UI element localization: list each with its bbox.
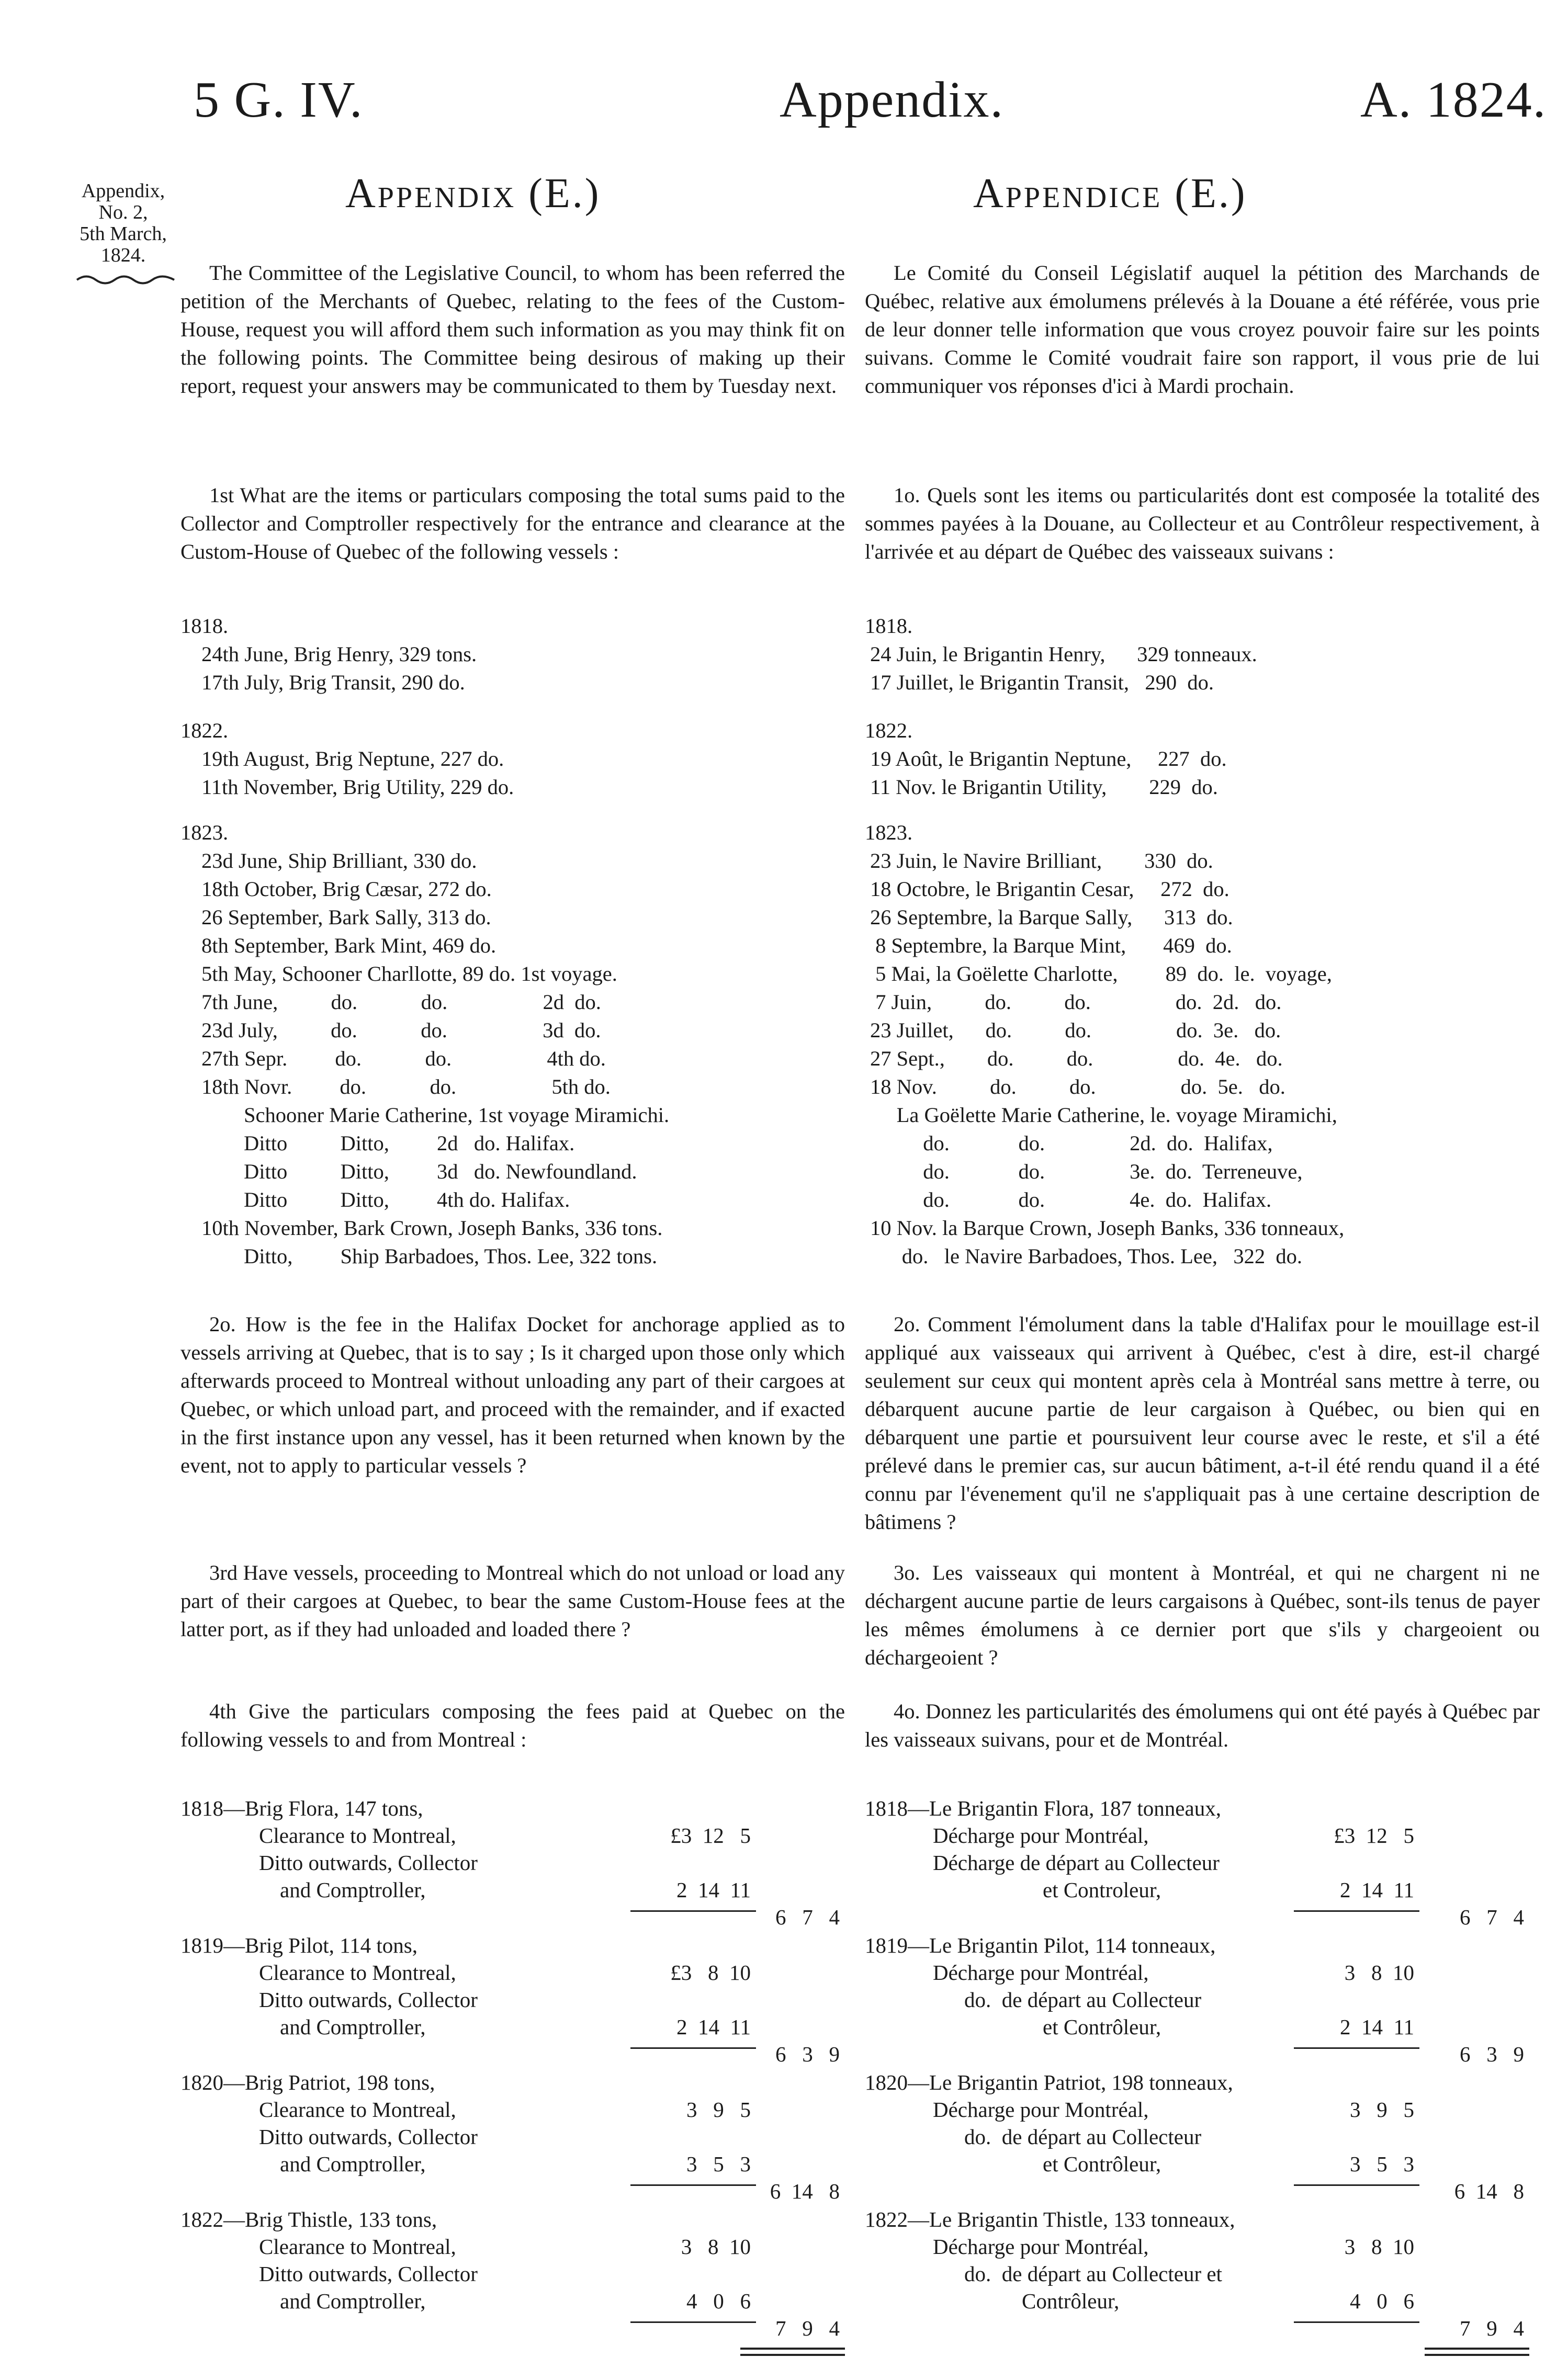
fee-total: 6 7 4 (775, 1905, 840, 1929)
vessel-row: 7th June, do. do. 2d do. (201, 990, 601, 1014)
vessel-row: 8th September, Bark Mint, 469 do. (201, 934, 497, 957)
fee-amount: 2 14 11 (676, 1878, 751, 1902)
fee-amount: 2 14 11 (1340, 2015, 1414, 2039)
english-intro: The Committee of the Legislative Council, to whom has been referred the petition of the Merchants of Quebec, relating to the fees of the Custom-House, request you will afford them such information as you may think fit on the following points. The Committee being desirous of making up their report, request your answers may be communicated to them by Tuesday next. (181, 261, 845, 398)
fee-amount: 3 8 10 (1344, 2235, 1414, 2259)
fee-total: 6 3 9 (775, 2042, 840, 2066)
fee-amount: 3 8 10 (681, 2235, 751, 2259)
fee-vessel: 1820—Le Brigantin Patriot, 198 tonneaux, (865, 2070, 1233, 2094)
fee-item: and Comptroller, (280, 2289, 426, 2313)
grand-total-rule (1425, 2354, 1529, 2356)
fee-vessel: 1818—Le Brigantin Flora, 187 tonneaux, (865, 1796, 1221, 1820)
fee-item: et Contrôleur, (1043, 2015, 1161, 2039)
vessel-row: 11th November, Brig Utility, 229 do. (201, 775, 514, 799)
fee-amount: £3 12 5 (670, 1823, 751, 1848)
subtotal-rule (1294, 2184, 1419, 2186)
vessel-row: do. do. 2d. do. Halifax, (870, 1131, 1273, 1155)
fee-amount: 2 14 11 (1340, 1878, 1414, 1902)
fee-item: Ditto outwards, Collector (259, 2125, 478, 2149)
fee-item: Contrôleur, (1022, 2289, 1120, 2313)
vessel-row: 7 Juin, do. do. do. 2d. do. (870, 990, 1282, 1014)
french-question-1: 1o. Quels sont les items ou particularités dont est composée la totalité des sommes payées à la Douane, au Collecteur et au Contrôleur respectivement, à l'arrivée et au départ de Québec des vaisseaux suivans : (865, 483, 1540, 563)
vessel-row: 8 Septembre, la Barque Mint, 469 do. (870, 934, 1232, 957)
vessel-row: 18 Nov. do. do. do. 5e. do. (870, 1075, 1285, 1098)
subtotal-rule (630, 2047, 756, 2049)
vessel-row: Ditto Ditto, 3d do. Newfoundland. (201, 1160, 637, 1183)
fee-item: Décharge de départ au Collecteur (933, 1851, 1220, 1875)
fee-item: Ditto outwards, Collector (259, 1851, 478, 1875)
fee-amount: 3 9 5 (686, 2098, 751, 2122)
fee-item: Clearance to Montreal, (259, 2235, 456, 2259)
vessel-row: do. le Navire Barbadoes, Thos. Lee, 322 do. (870, 1244, 1302, 1268)
vessel-row: Ditto, Ship Barbadoes, Thos. Lee, 322 tons. (201, 1244, 658, 1268)
fee-amount: £3 8 10 (670, 1960, 751, 1985)
grand-total-rule (740, 2348, 845, 2350)
fee-amount: 3 8 10 (1344, 1960, 1414, 1985)
french-question-3: 3o. Les vaisseaux qui montent à Montréal, et qui ne chargent ni ne déchargent aucune partie de leurs cargaisons à Québec, sont-ils tenus de payer les mêmes émolumens à ce dernier port que s'ils y chargeoient ou déchargeoient ? (865, 1561, 1540, 1669)
fee-total: 7 9 4 (1460, 2316, 1524, 2340)
vessel-row: 5th May, Schooner Charllotte, 89 do. 1st voyage. (201, 962, 617, 985)
subtotal-rule (1294, 1910, 1419, 1912)
english-question-1: 1st What are the items or particulars composing the total sums paid to the Collector and Comptroller respectively for the entrance and clearance at the Custom-House of Quebec of the following vessels : (181, 483, 845, 563)
french-title: Appendice (E.) (973, 171, 1247, 217)
margin-note (67, 180, 179, 266)
fee-amount: 4 0 6 (686, 2289, 751, 2313)
fee-item: Clearance to Montreal, (259, 2098, 456, 2122)
vessel-row: 27th Sepr. do. do. 4th do. (201, 1047, 606, 1070)
header-left: 5 G. IV. (194, 72, 364, 128)
fee-amount: 2 14 11 (676, 2015, 751, 2039)
french-question-2: 2o. Comment l'émolument dans la table d'Halifax pour le mouillage est-il appliqué aux vaisseaux qui arrivent à Québec, c'est à dire, est-il chargé seulement sur ceux qui montent après cela à Montréal sans mettre à terre, ou débarquent aucune partie de leur cargaison à Québec, ou bien qui en débarquent une partie et poursuivent leur course avec le reste, et s'il a été prélevé dans le premier cas, sur aucun bâtiment, a-t-il été rendu quand il a été connu par l'évenement qu'il ne s'appliquait pas à une certaine description de bâtimens ? (865, 1312, 1540, 1534)
vessel-row: 23 Juillet, do. do. do. 3e. do. (870, 1018, 1281, 1042)
vessel-row: Ditto Ditto, 4th do. Halifax. (201, 1188, 570, 1211)
vessel-row: 26 September, Bark Sally, 313 do. (201, 905, 491, 929)
grand-total-rule (740, 2354, 845, 2356)
fee-total: 6 7 4 (1460, 1905, 1524, 1929)
fee-amount: 4 0 6 (1350, 2289, 1414, 2313)
year-heading: 1823. (865, 821, 913, 844)
english-question-4: 4th Give the particulars composing the fees paid at Quebec on the following vessels to and from Montreal : (181, 1699, 845, 1751)
fee-vessel: 1822—Le Brigantin Thistle, 133 tonneaux, (865, 2207, 1235, 2231)
year-heading: 1823. (181, 821, 229, 844)
fee-item: Décharge pour Montréal, (933, 1823, 1149, 1848)
year-heading: 1818. (181, 614, 229, 638)
grand-total-rule (1425, 2348, 1529, 2350)
fee-item: Décharge pour Montréal, (933, 2235, 1149, 2259)
year-heading: 1818. (865, 614, 913, 638)
vessel-row: do. do. 4e. do. Halifax. (870, 1188, 1272, 1211)
vessel-row: 10th November, Bark Crown, Joseph Banks, 336 tons. (201, 1216, 663, 1240)
fee-item: Décharge pour Montréal, (933, 2098, 1149, 2122)
fee-total: 6 3 9 (1460, 2042, 1524, 2066)
fee-amount: 3 5 3 (1350, 2152, 1414, 2176)
header-right: A. 1824. (1360, 72, 1547, 128)
french-intro: Le Comité du Conseil Législatif auquel la pétition des Marchands de Québec, relative aux émolumens prélevés à la Douane a été référée, vous prie de leur donner telle information que vous croyez pouvoir faire sur les points suivans. Comme le Comité voudrait faire son rapport, il vous prie de lui communiquer vos réponses d'ici à Mardi prochain. (865, 261, 1540, 398)
fee-item: and Comptroller, (280, 1878, 426, 1902)
vessel-row: 18th October, Brig Cæsar, 272 do. (201, 877, 492, 901)
margin-note-line: Appendix, (81, 180, 165, 202)
vessel-row: 27 Sept., do. do. do. 4e. do. (870, 1047, 1283, 1070)
fee-vessel: 1822—Brig Thistle, 133 tons, (181, 2207, 437, 2231)
vessel-row: 23d June, Ship Brilliant, 330 do. (201, 849, 477, 872)
fee-item: do. de départ au Collecteur (964, 2125, 1202, 2149)
fee-item: Clearance to Montreal, (259, 1960, 456, 1985)
vessel-row: 26 Septembre, la Barque Sally, 313 do. (870, 905, 1233, 929)
vessel-row: 19th August, Brig Neptune, 227 do. (201, 747, 504, 770)
fee-total: 6 14 8 (1454, 2179, 1524, 2203)
english-title: Appendix (E.) (345, 171, 601, 217)
flourish-ornament (76, 272, 175, 288)
french-question-4: 4o. Donnez les particularités des émolumens qui ont été payés à Québec par les vaisseaux suivans, pour et de Montréal. (865, 1699, 1540, 1751)
margin-note-line: 5th March, (80, 223, 167, 245)
english-question-3: 3rd Have vessels, proceeding to Montreal which do not unload or load any part of their cargoes at Quebec, to bear the same Custom-House fees at the latter port, as if they had unloaded and loaded there ? (181, 1561, 845, 1641)
fee-item: Clearance to Montreal, (259, 1823, 456, 1848)
vessel-row: 5 Mai, la Goëlette Charlotte, 89 do. le. voyage, (870, 962, 1332, 985)
french-fee-table (865, 1794, 1540, 2370)
vessel-row: 10 Nov. la Barque Crown, Joseph Banks, 336 tonneaux, (870, 1216, 1345, 1240)
vessel-row: La Goëlette Marie Catherine, le. voyage Miramichi, (870, 1103, 1337, 1127)
fee-vessel: 1819—Brig Pilot, 114 tons, (181, 1933, 418, 1957)
fee-item: Ditto outwards, Collector (259, 2262, 478, 2286)
fee-item: Décharge pour Montréal, (933, 1960, 1149, 1985)
english-question-2: 2o. How is the fee in the Halifax Docket for anchorage applied as to vessels arriving at Quebec, that is to say ; Is it charged upon those only which afterwards proceed to Montreal without unloading any part of their cargoes at Quebec, or which unload part, and proceed with the remainder, and if exacted in the first instance upon any vessel, has it been returned when known by the event, not to apply to particular vessels ? (181, 1312, 845, 1477)
vessel-row: Schooner Marie Catherine, 1st voyage Miramichi. (201, 1103, 670, 1127)
vessel-row: do. do. 3e. do. Terreneuve, (870, 1160, 1303, 1183)
margin-note-line: 1824. (100, 244, 146, 266)
fee-item: do. de départ au Collecteur et (964, 2262, 1222, 2286)
subtotal-rule (1294, 2047, 1419, 2049)
vessel-row: Ditto Ditto, 2d do. Halifax. (201, 1131, 575, 1155)
fee-item: et Controleur, (1043, 1878, 1161, 1902)
vessel-row: 24th June, Brig Henry, 329 tons. (201, 642, 477, 666)
fee-amount: £3 12 5 (1334, 1823, 1414, 1848)
vessel-row: 17th July, Brig Transit, 290 do. (201, 671, 465, 694)
fee-item: Ditto outwards, Collector (259, 1988, 478, 2012)
vessel-row: 23d July, do. do. 3d do. (201, 1018, 601, 1042)
vessel-row: 24 Juin, le Brigantin Henry, 329 tonneaux. (870, 642, 1257, 666)
margin-note-line: No. 2, (98, 201, 148, 223)
vessel-row: 18 Octobre, le Brigantin Cesar, 272 do. (870, 877, 1229, 901)
vessel-row: 11 Nov. le Brigantin Utility, 229 do. (870, 775, 1218, 799)
fee-vessel: 1818—Brig Flora, 147 tons, (181, 1796, 423, 1820)
vessel-row: 23 Juin, le Navire Brilliant, 330 do. (870, 849, 1213, 872)
english-fee-table (181, 1794, 850, 2370)
year-heading: 1822. (865, 719, 913, 742)
header-center: Appendix. (780, 72, 1004, 128)
fee-vessel: 1819—Le Brigantin Pilot, 114 tonneaux, (865, 1933, 1216, 1957)
fee-item: and Comptroller, (280, 2015, 426, 2039)
fee-amount: 3 9 5 (1350, 2098, 1414, 2122)
subtotal-rule (630, 2321, 756, 2323)
fee-vessel: 1820—Brig Patriot, 198 tons, (181, 2070, 435, 2094)
fee-item: and Comptroller, (280, 2152, 426, 2176)
subtotal-rule (1294, 2321, 1419, 2323)
subtotal-rule (630, 1910, 756, 1912)
fee-item: do. de départ au Collecteur (964, 1988, 1202, 2012)
vessel-row: 18th Novr. do. do. 5th do. (201, 1075, 611, 1098)
vessel-row: 19 Août, le Brigantin Neptune, 227 do. (870, 747, 1227, 770)
year-heading: 1822. (181, 719, 229, 742)
fee-total: 6 14 8 (770, 2179, 840, 2203)
fee-total: 7 9 4 (775, 2316, 840, 2340)
vessel-row: 17 Juillet, le Brigantin Transit, 290 do. (870, 671, 1214, 694)
fee-item: et Contrôleur, (1043, 2152, 1161, 2176)
subtotal-rule (630, 2184, 756, 2186)
fee-amount: 3 5 3 (686, 2152, 751, 2176)
